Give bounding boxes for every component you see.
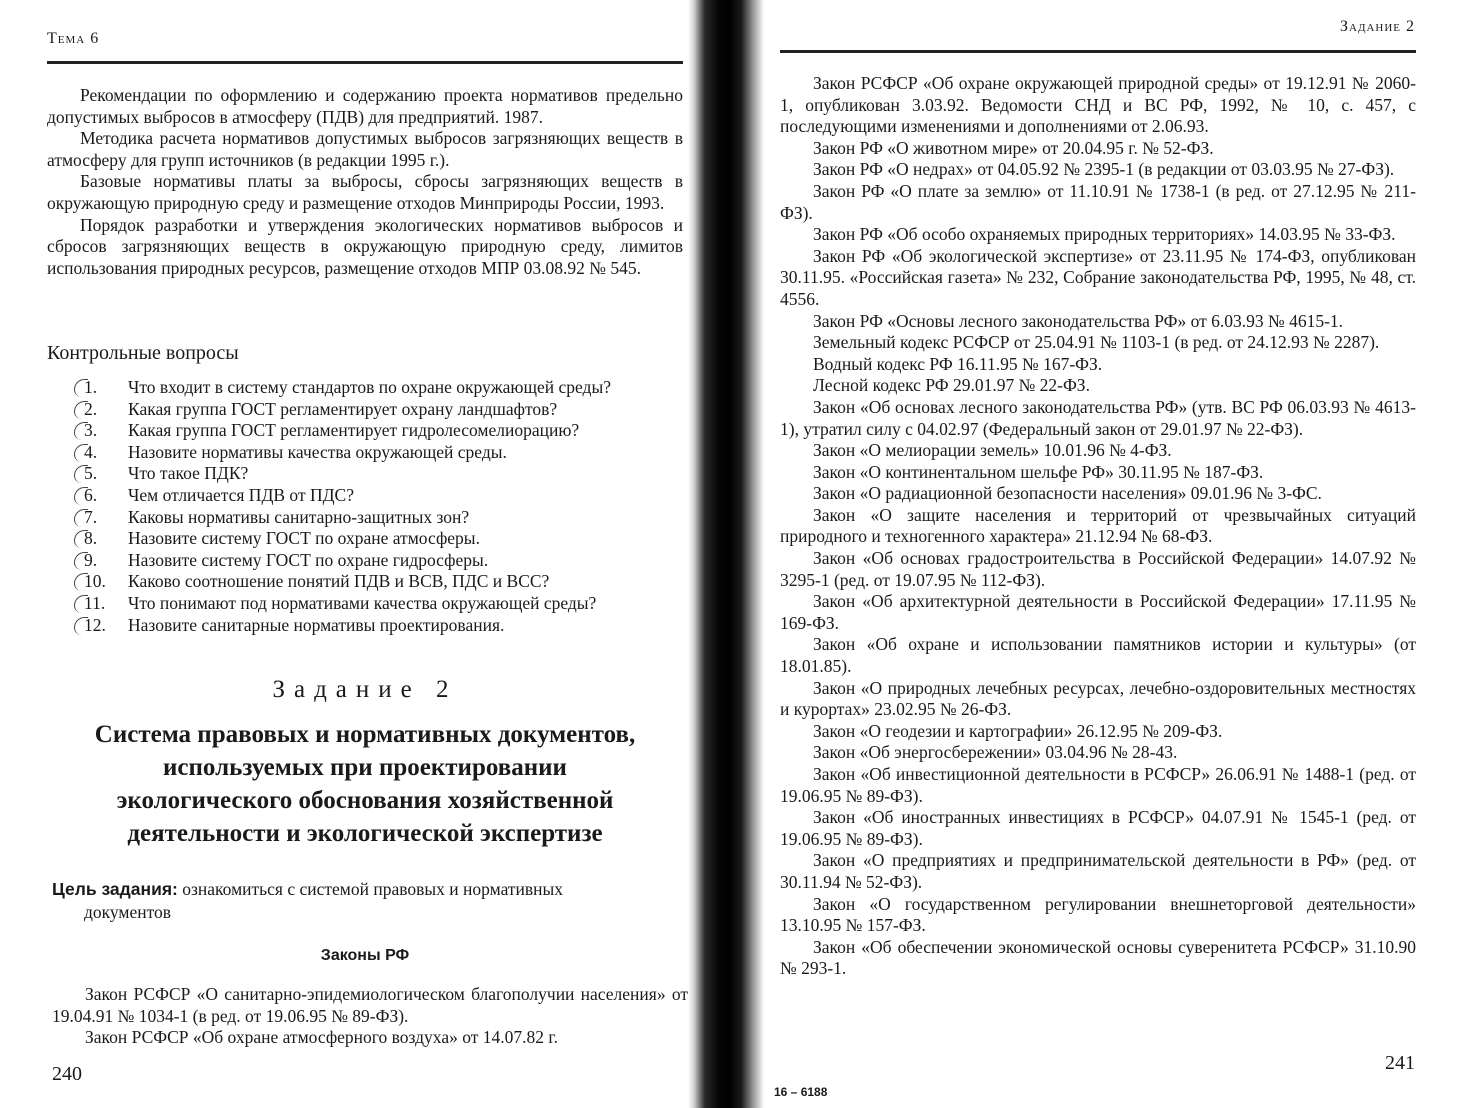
left-page <box>0 0 700 1108</box>
goal-text: ознакомиться с системой правовых и нормативных <box>177 879 564 899</box>
law-item: Водный кодекс РФ 16.11.95 № 167-ФЗ. <box>813 353 1103 374</box>
laws-heading: Законы РФ <box>320 947 410 964</box>
header-rule <box>47 61 683 64</box>
question-number: 4. <box>84 441 98 462</box>
law-item: Закон РСФСР «Об охране атмосферного воздуха» от 14.07.82 г. <box>85 1027 558 1048</box>
pencil-mark-icon <box>74 487 88 505</box>
running-head: Задание 2 <box>1339 18 1415 35</box>
pencil-mark-icon <box>74 617 88 635</box>
law-item: Закон РФ «О животном мире» от 20.04.95 г. № 52-ФЗ. <box>813 137 1214 158</box>
question-text: Каковы нормативы санитарно-защитных зон? <box>128 506 470 527</box>
right-page <box>760 0 1459 1108</box>
law-item: Закон «О радиационной безопасности населения» 09.01.96 № 3-ФС. <box>813 483 1322 504</box>
question-item <box>74 593 694 615</box>
question-number: 6. <box>84 484 98 505</box>
question-text: Назовите нормативы качества окружающей среды. <box>128 441 507 462</box>
pencil-mark-icon <box>74 422 88 440</box>
question-number: 9. <box>84 549 98 570</box>
law-item: Лесной кодекс РФ 29.01.97 № 22-ФЗ. <box>813 375 1090 396</box>
pencil-mark-icon <box>74 444 88 462</box>
question-number: 7. <box>84 506 98 527</box>
law-item: Закон РФ «Основы лесного законодательства РФ» от 6.03.93 № 4615-1. <box>813 310 1344 331</box>
question-number: 12. <box>84 614 106 635</box>
pencil-mark-icon <box>74 379 88 397</box>
law-item: Закон РФ «О недрах» от 04.05.92 № 2395-1 (в редакции от 03.03.95 № 27-ФЗ). <box>813 159 1395 180</box>
question-item <box>74 507 694 529</box>
law-item: Закон «О природных лечебных ресурсах, лечебно-оздоровительных местностях и курортах» 23.02.95 № 26-ФЗ. <box>780 677 1416 720</box>
control-questions-heading: Контрольные вопросы <box>47 342 239 364</box>
question-item <box>74 615 694 637</box>
question-item <box>74 399 694 421</box>
laws-list <box>52 984 688 1049</box>
law-item: Закон «О мелиорации земель» 10.01.96 № 4-ФЗ. <box>813 440 1172 461</box>
printer-signature: 16 – 6188 <box>774 1085 828 1099</box>
question-number: 5. <box>84 463 98 484</box>
question-text: Назовите санитарные нормативы проектирования. <box>128 614 505 635</box>
law-item: Закон «О континентальном шельфе РФ» 30.11.95 № 187-ФЗ. <box>813 461 1264 482</box>
question-item <box>74 377 694 399</box>
law-item: Земельный кодекс РСФСР от 25.04.91 № 1103-1 (в ред. от 24.12.93 № 2287). <box>813 332 1380 353</box>
question-text: Назовите систему ГОСТ по охране атмосферы. <box>128 528 480 549</box>
header-rule <box>780 50 1416 53</box>
question-item <box>74 550 694 572</box>
question-item <box>74 420 694 442</box>
question-number: 1. <box>84 377 98 397</box>
law-item: Закон «О государственном регулировании внешнеторговой деятельности» 13.10.95 № 157-ФЗ. <box>780 893 1416 936</box>
law-item: Закон РСФСР «Об охране окружающей природной среды» от 19.12.91 № 2060-1, опубликован 3.03.92. Ведомости СНД и ВС РФ, 1992, № 10, с. 457, с последующими изменениями и дополнениями от 2.06.93. <box>780 73 1416 137</box>
page-number: 241 <box>1385 1052 1415 1074</box>
reference-item: Методика расчета нормативов допустимых выбросов загрязняющих веществ в атмосферу для групп источников (в редакции 1995 г.). <box>47 128 683 170</box>
goal-text-continued: документов <box>84 902 172 922</box>
page-number: 240 <box>52 1063 82 1085</box>
law-item: Закон «Об основах градостроительства в Российской Федерации» 14.07.92 № 3295-1 (ред. от 19.07.95 № 112-ФЗ). <box>780 548 1416 590</box>
question-text: Какая группа ГОСТ регламентирует гидролесомелиорацию? <box>128 420 580 441</box>
question-number: 10. <box>84 571 106 592</box>
pencil-mark-icon <box>74 552 88 570</box>
question-item <box>74 571 694 593</box>
question-item <box>74 528 694 550</box>
pencil-mark-icon <box>74 573 88 591</box>
law-item: Закон РСФСР «О санитарно-эпидемиологическом благополучии населения» от 19.04.91 № 1034-1 (в ред. от 19.06.95 № 89-ФЗ). <box>52 984 688 1026</box>
running-head: Тема 6 <box>47 30 100 47</box>
task-title-line: используемых при проектировании <box>163 754 567 781</box>
reference-item: Базовые нормативы платы за выбросы, сбросы загрязняющих веществ в окружающую природную среду и размещение отходов Минприроды России, 1993. <box>47 171 683 213</box>
law-item: Закон «О защите населения и территорий от чрезвычайных ситуаций природного и техногенного характера» 21.12.94 № 68-ФЗ. <box>780 504 1416 547</box>
law-item: Закон «О предприятиях и предпринимательской деятельности в РФ» (ред. от 30.11.94 № 52-ФЗ). <box>780 850 1416 892</box>
law-item: Закон «Об основах лесного законодательства РФ» (утв. ВС РФ 06.03.93 № 4613-1), утратил силу с 04.02.97 (Федеральный закон от 29.01.97 № 22-ФЗ). <box>780 396 1416 439</box>
question-number: 11. <box>84 592 106 613</box>
law-item: Закон РФ «О плате за землю» от 11.10.91 № 1738-1 (в ред. от 27.12.95 № 211-ФЗ). <box>780 180 1416 223</box>
goal-label: Цель задания: <box>52 879 178 899</box>
question-number: 3. <box>84 420 98 441</box>
question-item <box>74 442 694 464</box>
law-item: Закон «Об охране и использовании памятников истории и культуры» (от 18.01.85). <box>780 634 1416 677</box>
law-item: Закон «Об инвестиционной деятельности в РСФСР» 26.06.91 № 1488-1 (ред. от 19.06.95 № 89-ФЗ). <box>780 764 1416 806</box>
question-text: Что входит в систему стандартов по охране окружающей среды? <box>128 377 611 397</box>
question-item <box>74 463 694 485</box>
task-label: Задание 2 <box>272 676 458 703</box>
task-title-line: деятельности и экологической экспертизе <box>127 820 603 847</box>
law-item: Закон «Об обеспечении экономической основы суверенитета РСФСР» 31.10.90 № 293-1. <box>780 936 1416 979</box>
pencil-mark-icon <box>74 401 88 419</box>
task-title <box>47 718 683 850</box>
reference-item: Порядок разработки и утверждения экологических нормативов выбросов и сбросов загрязняющих веществ в окружающую природную среду, лимитов использования природных ресурсов, размещение отходов МПР 03.08.92 № 545. <box>47 214 683 278</box>
question-number: 2. <box>84 398 98 419</box>
pencil-mark-icon <box>74 530 88 548</box>
question-text: Что такое ПДК? <box>128 463 249 484</box>
question-text: Назовите систему ГОСТ по охране гидросферы. <box>128 549 489 570</box>
law-item: Закон «Об иностранных инвестициях в РСФСР» 04.07.91 № 1545-1 (ред. от 19.06.95 № 89-ФЗ). <box>780 807 1416 849</box>
pencil-mark-icon <box>74 509 88 527</box>
task-title-line: Система правовых и нормативных документов, <box>94 721 636 748</box>
references-list <box>47 85 683 279</box>
law-item: Закон «Об архитектурной деятельности в Российской Федерации» 17.11.95 № 169-ФЗ. <box>780 591 1416 633</box>
reference-item: Рекомендации по оформлению и содержанию проекта нормативов предельно допустимых выбросов в атмосферу (ПДВ) для предприятий. 1987. <box>47 85 683 127</box>
law-item: Закон РФ «Об особо охраняемых природных территориях» 14.03.95 № 33-ФЗ. <box>813 224 1396 245</box>
book-gutter-shadow <box>688 0 764 1108</box>
law-item: Закон РФ «Об экологической экспертизе» от 23.11.95 № 174-ФЗ, опубликован 30.11.95. «Российская газета» № 232, Собрание законодательства РФ, 1995, № 48, ст. 4556. <box>780 245 1416 309</box>
pencil-mark-icon <box>74 595 88 613</box>
law-item: Закон «О геодезии и картографии» 26.12.95 № 209-ФЗ. <box>813 720 1223 741</box>
question-text: Каково соотношение понятий ПДВ и ВСВ, ПДС и ВСС? <box>128 571 550 592</box>
questions-list <box>74 377 694 636</box>
question-text: Чем отличается ПДВ от ПДС? <box>128 484 354 505</box>
laws-list <box>780 73 1416 980</box>
question-text: Что понимают под нормативами качества окружающей среды? <box>128 592 597 613</box>
pencil-mark-icon <box>74 465 88 483</box>
question-number: 8. <box>84 528 98 549</box>
law-item: Закон «Об энергосбережении» 03.04.96 № 28-43. <box>813 742 1178 763</box>
task-title-line: экологического обоснования хозяйственной <box>116 787 614 814</box>
question-item <box>74 485 694 507</box>
task-goal <box>52 878 688 924</box>
question-text: Какая группа ГОСТ регламентирует охрану ландшафтов? <box>128 398 558 419</box>
